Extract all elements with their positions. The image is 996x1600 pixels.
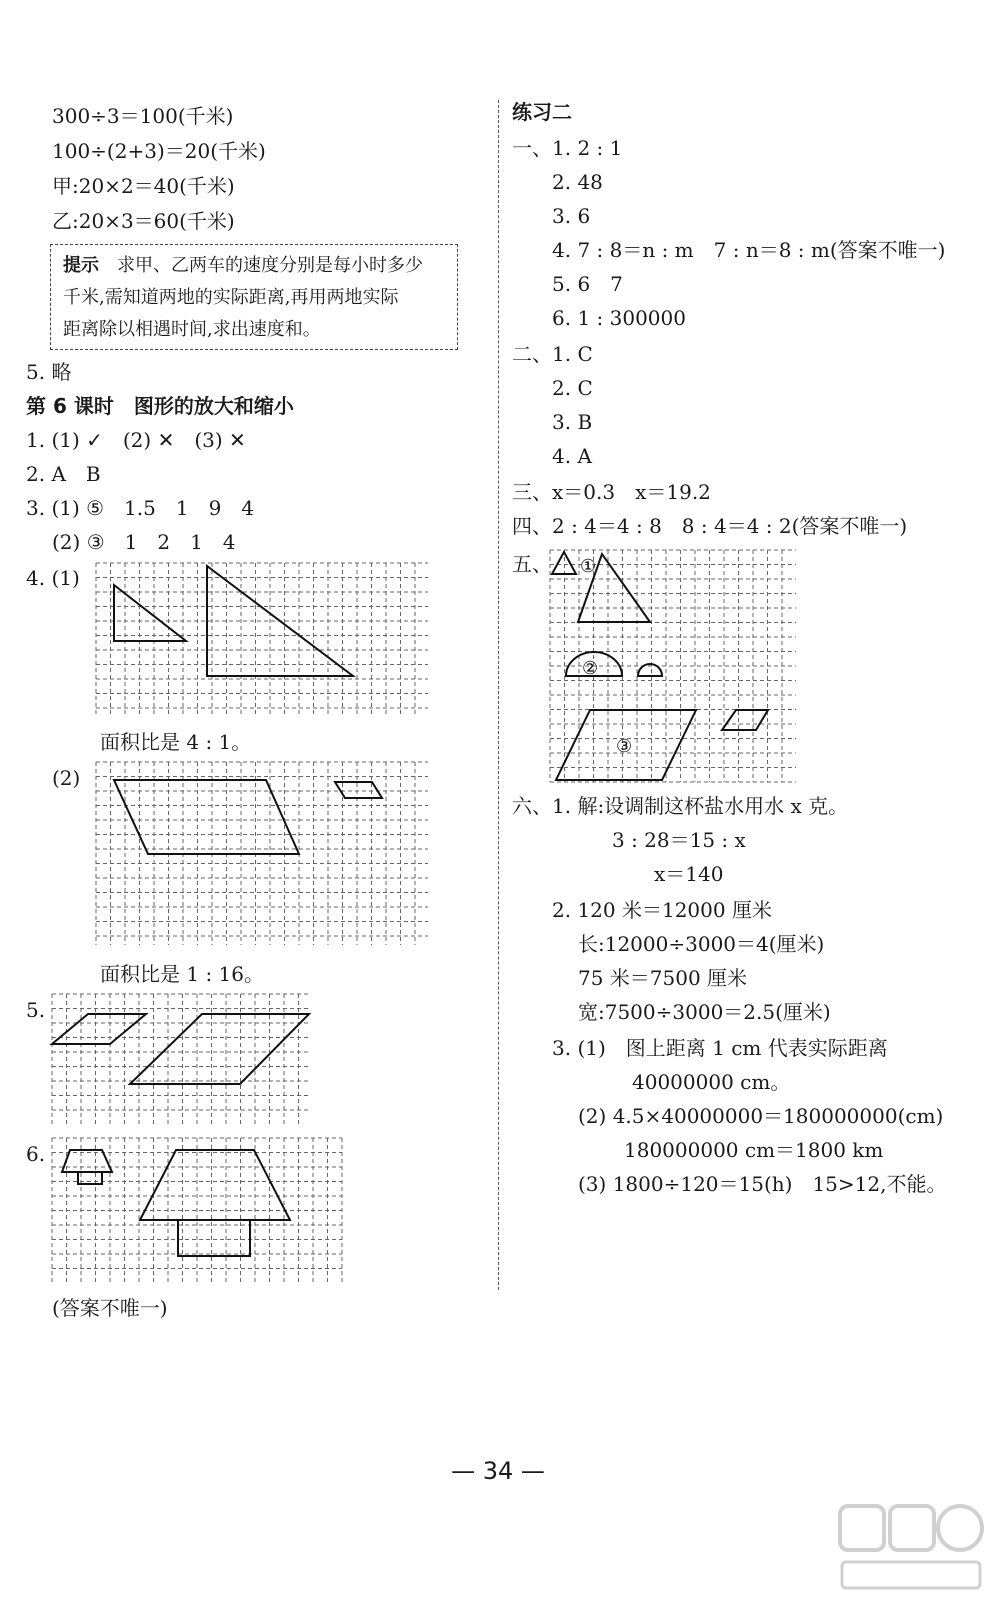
small-parallelogram bbox=[722, 710, 768, 730]
q5-right-label: 五、 bbox=[512, 552, 552, 576]
q4-part1-label: 4. (1) bbox=[26, 566, 80, 590]
calc-line-4: 乙:20×3＝60(千米) bbox=[52, 209, 235, 233]
q6-grid-figure bbox=[52, 1138, 342, 1282]
q6-right-line-1: 六、1. 解:设调制这杯盐水用水 x 克。 bbox=[512, 794, 849, 818]
calc-line-3: 甲:20×2＝40(千米) bbox=[52, 174, 235, 198]
hint-line-3: 距离除以相遇时间,求出速度和。 bbox=[63, 319, 321, 340]
right-line-5: 5. 6 7 bbox=[552, 272, 623, 296]
q6-label: 6. bbox=[26, 1142, 46, 1166]
q6-right-line-7: 宽:7500÷3000＝2.5(厘米) bbox=[578, 1000, 831, 1024]
large-house-trapezoid bbox=[140, 1150, 290, 1220]
q6-right-line-12: (3) 1800÷120＝15(h) 15>12,不能。 bbox=[578, 1172, 947, 1196]
q6-right-line-8: 3. (1) 图上距离 1 cm 代表实际距离 bbox=[552, 1036, 888, 1060]
grid bbox=[52, 1138, 342, 1282]
right-line-8: 2. C bbox=[552, 376, 593, 400]
right-line-1: 一、1. 2 : 1 bbox=[512, 136, 623, 160]
lesson-title: 第 6 课时 图形的放大和缩小 bbox=[26, 394, 294, 418]
q6-right-line-3: x＝140 bbox=[654, 862, 724, 886]
q6-right-line-4: 2. 120 米＝12000 厘米 bbox=[552, 898, 772, 922]
q6-right-line-11: 180000000 cm＝1800 km bbox=[624, 1138, 884, 1162]
hint-line-1: 求甲、乙两车的速度分别是每小时多少 bbox=[117, 255, 423, 276]
right-line-12: 四、2 : 4＝4 : 8 8 : 4＝4 : 2(答案不唯一) bbox=[512, 514, 908, 538]
q5-grid-figure bbox=[52, 994, 310, 1124]
q2-answer: 2. A B bbox=[26, 462, 101, 486]
section-title: 练习二 bbox=[512, 100, 572, 124]
right-line-7: 二、1. C bbox=[512, 342, 593, 366]
note-not-unique: (答案不唯一) bbox=[52, 1296, 168, 1320]
right-line-2: 2. 48 bbox=[552, 170, 603, 194]
figure-label-1: ① bbox=[580, 556, 597, 577]
right-line-4: 4. 7 : 8＝n : m 7 : n＝8 : m(答案不唯一) bbox=[552, 238, 946, 262]
q4-part1-grid-figure bbox=[96, 563, 428, 717]
q6-right-line-2: 3 : 28＝15 : x bbox=[612, 828, 746, 852]
right-line-10: 4. A bbox=[552, 444, 592, 468]
column-divider bbox=[498, 100, 499, 1290]
item-5-answer: 5. 略 bbox=[26, 360, 72, 384]
hint-label: 提示 bbox=[63, 255, 99, 276]
calc-line-1: 300÷3＝100(千米) bbox=[52, 104, 234, 128]
large-parallelogram bbox=[130, 1014, 309, 1084]
small-triangle bbox=[552, 552, 576, 574]
q4-ratio-1: 面积比是 4 : 1。 bbox=[100, 730, 252, 754]
q5-label: 5. bbox=[26, 998, 46, 1022]
large-triangle bbox=[207, 566, 353, 676]
right-line-11: 三、x＝0.3 x＝19.2 bbox=[512, 480, 711, 504]
q3-part2: (2) ③ 1 2 1 4 bbox=[52, 530, 236, 554]
right-line-6: 6. 1 : 300000 bbox=[552, 306, 686, 330]
q6-right-line-5: 长:12000÷3000＝4(厘米) bbox=[578, 932, 825, 956]
right-line-9: 3. B bbox=[552, 410, 593, 434]
right-line-3: 3. 6 bbox=[552, 204, 591, 228]
page-number: — 34 — bbox=[451, 1457, 545, 1485]
q4-part2-grid-figure bbox=[96, 762, 428, 945]
q1-answer: 1. (1) ✓ (2) ✕ (3) ✕ bbox=[26, 428, 246, 452]
small-house-trapezoid bbox=[62, 1150, 112, 1172]
q6-right-line-9: 40000000 cm。 bbox=[632, 1070, 791, 1094]
q4-part2-label: (2) bbox=[52, 766, 81, 790]
hint-box bbox=[50, 244, 458, 350]
hint-line-2: 千米,需知道两地的实际距离,再用两地实际 bbox=[63, 287, 399, 308]
calc-line-2: 100÷(2+3)＝20(千米) bbox=[52, 139, 266, 163]
watermark-logo bbox=[836, 1500, 986, 1595]
figure-label-3: ③ bbox=[616, 736, 633, 757]
q3-part1: 3. (1) ⑤ 1.5 1 9 4 bbox=[26, 496, 255, 520]
q4-ratio-2: 面积比是 1 : 16。 bbox=[100, 962, 264, 986]
q6-right-line-10: (2) 4.5×40000000＝180000000(cm) bbox=[578, 1104, 944, 1128]
q6-right-line-6: 75 米＝7500 厘米 bbox=[578, 966, 748, 990]
q5-right-grid-figure bbox=[550, 550, 796, 782]
figure-label-2: ② bbox=[582, 658, 599, 679]
small-house-base bbox=[78, 1172, 102, 1184]
